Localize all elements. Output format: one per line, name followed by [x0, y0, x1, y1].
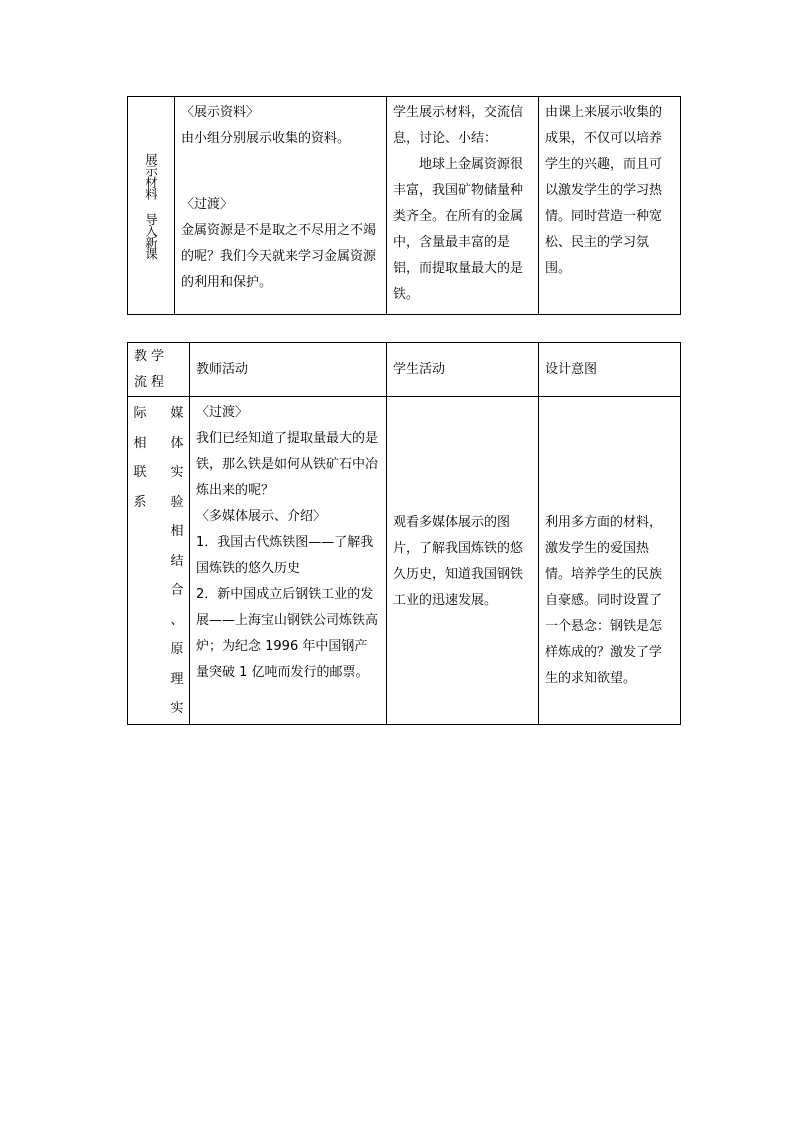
flow-char: 体 — [170, 435, 184, 451]
flow-char: 理 — [170, 671, 184, 687]
design-text: 由课上来展示收集的成果，不仅可以培养学生的兴趣，而且可以激发学生的学习热情。同时营造一种宽松、民主的学习氛围。 — [545, 105, 663, 276]
teacher-text-show: 由小组分别展示收集的资料。 — [181, 131, 351, 146]
teacher-item-1: 1．我国古代炼铁图——了解我国炼铁的悠久历史 — [196, 535, 374, 576]
teacher-heading-media: 〈多媒体展示、介绍〉 — [196, 509, 327, 524]
stage-label: 展示材料 导入新课 — [143, 153, 159, 259]
flow-char: 、 — [170, 612, 184, 628]
flow-cell — [128, 397, 190, 725]
flow-char: 合 — [170, 583, 184, 598]
header-design-label: 设计意图 — [545, 361, 598, 377]
student-text-intro: 学生展示材料，交流信息，讨论、小结： — [393, 105, 524, 146]
flow-char: 实 — [170, 465, 184, 480]
table-header-row — [128, 343, 681, 397]
flow-char: 相 — [170, 524, 184, 539]
teacher-text-question: 我们已经知道了提取量最大的是铁，那么铁是如何从铁矿石中冶炼出来的呢？ — [196, 431, 379, 498]
table-row — [128, 97, 681, 315]
teacher-activity-cell — [175, 97, 387, 315]
flow-char: 结 — [170, 553, 184, 569]
flow-char: 验 — [170, 494, 184, 510]
teacher-heading-transition: 〈过渡〉 — [181, 197, 234, 212]
student-text: 观看多媒体展示的图片，了解我国炼铁的悠久历史，知道我国钢铁工业的迅速发展。 — [393, 515, 524, 608]
flow-char: 联 — [133, 465, 147, 480]
flow-column-right — [169, 399, 185, 724]
lesson-table-smelting — [127, 342, 681, 725]
flow-column-left — [132, 399, 148, 724]
table-row — [128, 397, 681, 725]
student-activity-cell — [387, 397, 539, 725]
header-student — [387, 343, 539, 397]
flow-char: 原 — [170, 642, 184, 657]
student-text-summary: 地球上金属资源很丰富，我国矿物储量种类齐全。在所有的金属中，含量最丰富的是铝，而提取量最大的是铁。 — [393, 157, 524, 302]
teacher-heading-show: 〈展示资料〉 — [181, 105, 260, 120]
header-teacher — [190, 343, 387, 397]
flow-char: 系 — [133, 494, 147, 510]
flow-char: 实 — [170, 701, 184, 716]
teacher-activity-cell — [190, 397, 387, 725]
header-design — [539, 343, 681, 397]
header-flow-label: 教学流程 — [134, 348, 169, 390]
header-flow — [128, 343, 190, 397]
flow-char: 际 — [133, 406, 147, 421]
teacher-item-2: 2．新中国成立后钢铁工业的发展——上海宝山钢铁公司炼铁高炉；为纪念 1996 年中国钢产量突破 1 亿吨而发行的邮票。 — [196, 587, 379, 680]
flow-char: 媒 — [170, 406, 184, 421]
student-activity-cell — [387, 97, 539, 315]
flow-char: 相 — [133, 435, 147, 451]
design-intent-cell — [539, 97, 681, 315]
header-teacher-label: 教师活动 — [196, 361, 249, 377]
design-text: 利用多方面的材料，激发学生的爱国热情。培养学生的民族自豪感。同时设置了一个悬念：钢铁是怎样炼成的？激发了学生的求知欲望。 — [545, 515, 663, 686]
teacher-heading-transition: 〈过渡〉 — [196, 405, 249, 420]
design-intent-cell — [539, 397, 681, 725]
stage-cell — [128, 97, 175, 315]
teacher-text-transition: 金属资源是不是取之不尽用之不竭的呢？我们今天就来学习金属资源的利用和保护。 — [181, 223, 377, 290]
lesson-table-intro — [127, 96, 681, 315]
header-student-label: 学生活动 — [393, 361, 446, 377]
